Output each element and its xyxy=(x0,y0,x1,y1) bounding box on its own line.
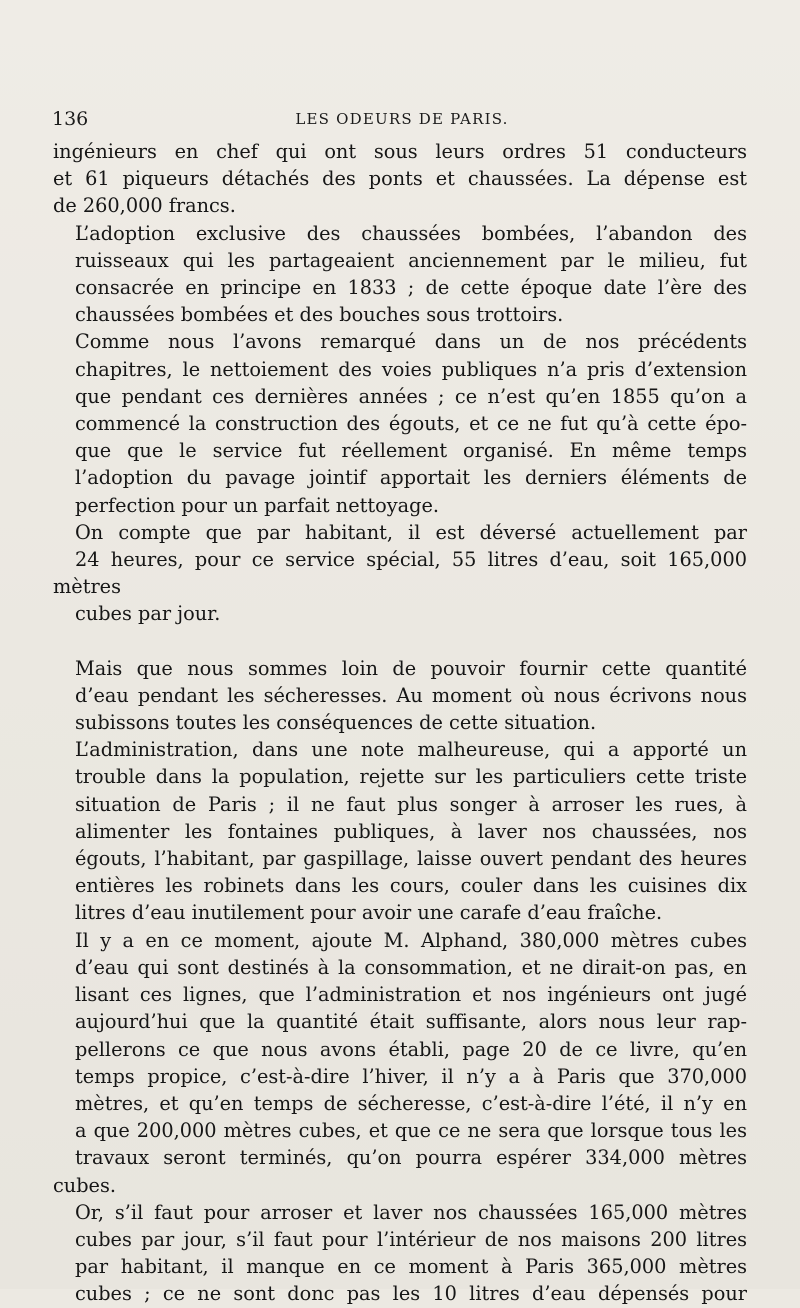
text-line: de 260,000 francs. xyxy=(53,194,236,218)
text-line: que que le service fut réellement organisé. En même temps xyxy=(75,439,747,463)
text-line: lisant ces lignes, que l’administration et nos ingénieurs ont jugé xyxy=(75,983,747,1007)
text-line: 24 heures, pour ce service spécial, 55 litres d’eau, soit 165,000 mètres xyxy=(53,548,747,599)
paragraph-4 xyxy=(53,519,747,628)
text-line: l’adoption du pavage jointif apportait les derniers éléments de xyxy=(75,466,747,490)
page-number: 136 xyxy=(52,108,89,130)
running-title: LES ODEURS DE PARIS. xyxy=(295,110,509,128)
text-line: temps propice, c’est-à-dire l’hiver, il n’y a à Paris que 370,000 xyxy=(75,1064,747,1088)
text-line: commencé la construction des égouts, et ce ne fut qu’à cette épo- xyxy=(75,412,747,436)
text-line: alimenter les fontaines publiques, à laver nos chaussées, nos xyxy=(75,819,747,843)
text-line: d’eau qui sont destinés à la consommation, et ne dirait-on pas, en xyxy=(75,955,747,979)
text-line: cubes par jour. xyxy=(75,602,221,626)
paragraph-7 xyxy=(53,927,747,1199)
text-line: par habitant, il manque en ce moment à Paris 365,000 mètres xyxy=(75,1255,747,1279)
page-header xyxy=(52,104,752,134)
body-text xyxy=(53,138,747,1308)
text-line: situation de Paris ; il ne faut plus songer à arroser les rues, à xyxy=(75,792,747,816)
text-line: Or, s’il faut pour arroser et laver nos chaussées 165,000 mètres xyxy=(75,1200,747,1224)
text-line: Mais que nous sommes loin de pouvoir fournir cette quantité xyxy=(75,656,747,680)
paragraph-6 xyxy=(53,736,747,926)
text-line: travaux seront terminés, qu’on pourra espérer 334,000 mètres cubes. xyxy=(53,1146,747,1197)
paragraph-5 xyxy=(53,655,747,737)
text-line: On compte que par habitant, il est déversé actuellement par xyxy=(75,520,747,544)
text-line: perfection pour un parfait nettoyage. xyxy=(75,493,439,517)
text-line: L’adoption exclusive des chaussées bombées, l’abandon des xyxy=(75,221,747,245)
text-line: chaussées bombées et des bouches sous trottoirs. xyxy=(75,303,564,327)
text-line: égouts, l’habitant, par gaspillage, laisse ouvert pendant des heures xyxy=(75,847,747,871)
text-line: aujourd’hui que la quantité était suffisante, alors nous leur rap- xyxy=(75,1010,747,1034)
text-line: d’eau pendant les sécheresses. Au moment où nous écrivons nous xyxy=(75,683,747,707)
text-line: chapitres, le nettoiement des voies publiques n’a pris d’extension xyxy=(75,357,747,381)
text-line: cubes par jour, s’il faut pour l’intérieur de nos maisons 200 litres xyxy=(75,1227,747,1251)
text-line: cubes ; ce ne sont donc pas les 10 litres d’eau dépensés pour xyxy=(75,1282,747,1306)
text-line: et 61 piqueurs détachés des ponts et chaussées. La dépense est xyxy=(53,167,747,191)
text-line: entières les robinets dans les cours, couler dans les cuisines dix xyxy=(75,874,747,898)
text-line: Comme nous l’avons remarqué dans un de nos précédents xyxy=(75,330,747,354)
text-line: ruisseaux qui les partageaient anciennement par le milieu, fut xyxy=(75,248,747,272)
text-line: trouble dans la population, rejette sur les particuliers cette triste xyxy=(75,765,747,789)
text-line: a que 200,000 mètres cubes, et que ce ne sera que lorsque tous les xyxy=(75,1119,747,1143)
text-line: mètres, et qu’en temps de sécheresse, c’est-à-dire l’été, il n’y en xyxy=(75,1091,747,1115)
text-line: ingénieurs en chef qui ont sous leurs ordres 51 conducteurs xyxy=(53,140,747,163)
paragraph-1 xyxy=(53,138,747,220)
text-line: consacrée en principe en 1833 ; de cette époque date l’ère des xyxy=(75,276,747,300)
text-line: litres d’eau inutilement pour avoir une carafe d’eau fraîche. xyxy=(75,901,663,925)
text-line: que pendant ces dernières années ; ce n’est qu’en 1855 qu’on a xyxy=(75,384,747,408)
text-line: Il y a en ce moment, ajoute M. Alphand, 380,000 mètres cubes xyxy=(75,928,747,952)
text-line: L’administration, dans une note malheureuse, qui a apporté un xyxy=(75,738,747,762)
paragraph-3 xyxy=(53,328,747,518)
paragraph-8 xyxy=(53,1199,747,1308)
text-line: pellerons ce que nous avons établi, page 20 de ce livre, qu’en xyxy=(75,1037,747,1061)
text-line: subissons toutes les conséquences de cette situation. xyxy=(75,711,597,735)
paragraph-2 xyxy=(53,220,747,329)
